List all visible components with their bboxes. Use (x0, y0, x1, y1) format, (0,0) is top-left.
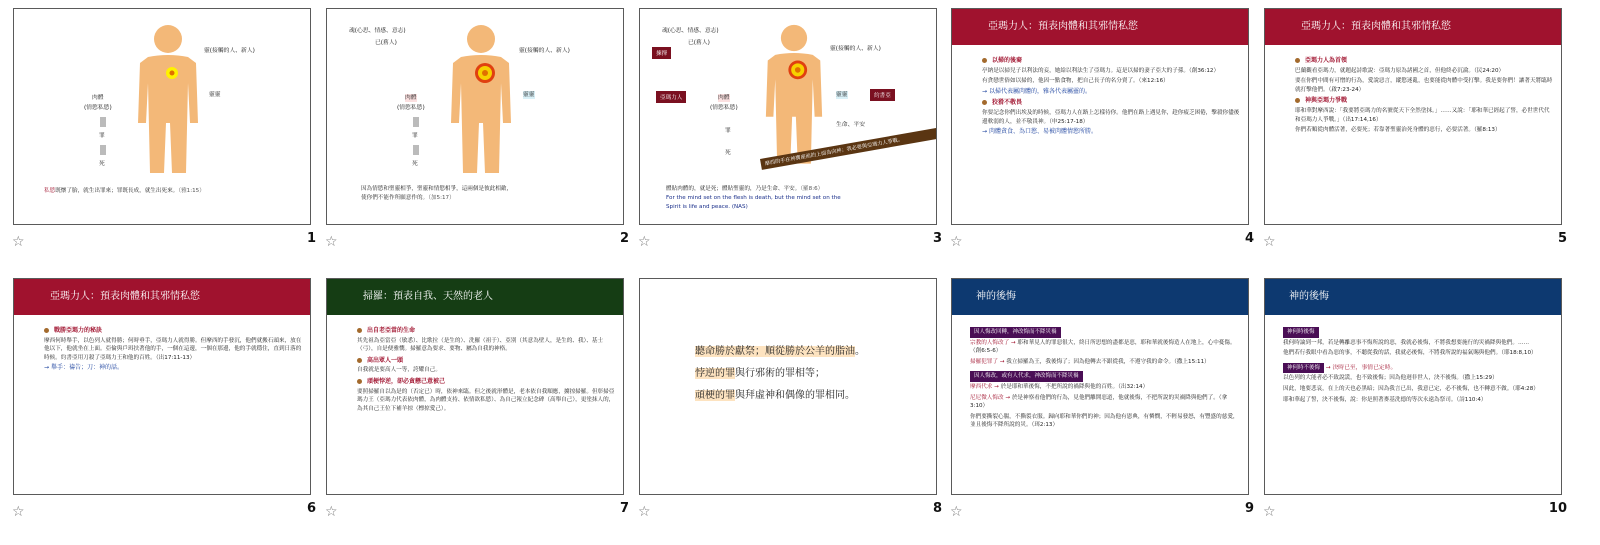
slide-thumbnail-2[interactable] (325, 0, 637, 265)
spirit-label: 靈靈 (836, 92, 848, 98)
death-label: 死 (725, 150, 731, 156)
soul-sub-label: 已(舊人) (688, 40, 710, 46)
human-figure (439, 23, 523, 183)
star-icon[interactable]: ☆ (325, 504, 338, 520)
slide-8[interactable] (639, 278, 937, 495)
scripture-text: 聽命勝於獻祭；順從勝於公羊的脂油。 悖逆的罪與行邪術的罪相等； 頑梗的罪與拜虛神和偶像的罪相同。 (695, 346, 865, 401)
slide-5[interactable] (1264, 8, 1562, 225)
sin-label: 罪 (412, 133, 418, 139)
slide-body: 亞瑪力人為首領 巴蘭觀看亞瑪力，就題起詩歌說：亞瑪力原為諸國之首，但他終必沉淪。（民24:20） 要在你們中間有可憎的行為，愛說惡言，縱慾迷亂，也要能從肉體中受打擊。我是要你們！讓著天將臨時就打擊他們。（啟7:23-24） 神與亞瑪力爭戰 耶和華對摩西說：「我要將亞瑪力的名號從天下全然塗抹。」……又說：「耶和華已經起了誓，必世世代代和亞瑪力人爭戰。」（出17:14,16） 你們若順從肉體活著，必要死；若靠著聖靈治死身體的惡行，必要活著。（羅8:13） (1295, 57, 1553, 134)
star-icon[interactable]: ☆ (1263, 504, 1276, 520)
flesh-label: 肉體 (405, 95, 417, 101)
star-icon[interactable]: ☆ (950, 504, 963, 520)
slide-number: 5 (1557, 231, 1567, 246)
flesh-sub-label: (情慾私慾) (397, 105, 425, 111)
slide-thumbnail-8[interactable] (638, 270, 950, 535)
slide-title: 亞瑪力人：預表肉體和其邪情私慾 (14, 279, 310, 315)
slide-number: 8 (932, 501, 942, 516)
sin-block-icon (413, 117, 419, 127)
slide-thumbnail-6[interactable] (12, 270, 324, 535)
star-icon[interactable]: ☆ (1263, 234, 1276, 250)
scripture-banner: 摩西的手在神寶座前的上面為向神；我必要與亞瑪力人爭戰。 (760, 126, 937, 169)
slide-number: 7 (619, 501, 629, 516)
flesh-label: 肉體 (718, 95, 730, 101)
death-label: 死 (412, 161, 418, 167)
slide-caption: 因為情慾和聖靈相爭，聖靈和情慾相爭，這兩個是彼此相敵， 使你們不能作所願意作的。（加5:17） (361, 186, 513, 201)
slide-9[interactable] (951, 278, 1249, 495)
slide-2[interactable] (326, 8, 624, 225)
slide-body: 出自老亞當的生命 其先祖為亞當亞（敏悉）、比歌拉（是生的）、洗羅（祖于）、亞別（其意為壁人，是生的、我）、基士（弓），自是便雅憫。掃羅意為要求、要物、屬為自我的神格。 高出眾人一頭 自我就是要高人一等，誇耀自己。 頑梗悖逆，卻必貪戀己意被己 要照掃羅自以為是的（否定已）時，依神來臨。但之後就形體是，老本依自我順應，擄掠掃羅。但彰掃亞瑪力王（亞瑪力代表依肉體，為肉體支持、依情欲私慾）、為自己報立紀念碑（高舉自己），更塗抹人的，為其自己王位下補羊掠（標掠愛己）。 (357, 327, 615, 412)
sin-block-icon (100, 117, 106, 127)
sin-label: 罪 (725, 128, 731, 134)
star-icon[interactable]: ☆ (12, 234, 25, 250)
amalek-tag: 亞瑪力人 (656, 91, 686, 103)
slide-number: 6 (306, 501, 316, 516)
soul-sub-label: 已(舊人) (375, 40, 397, 46)
slide-title: 神的後悔 (1265, 279, 1561, 315)
slide-thumbnail-1[interactable] (12, 0, 324, 265)
slide-thumbnail-5[interactable] (1263, 0, 1575, 265)
soul-label: 魂(心思、情感、意志) (349, 28, 406, 34)
slide-4[interactable] (951, 8, 1249, 225)
slide-number: 3 (932, 231, 942, 246)
slide-thumbnail-9[interactable] (950, 270, 1262, 535)
spirit-man-label: 靈(接觸的人、新人) (519, 48, 570, 54)
slide-10[interactable] (1264, 278, 1562, 495)
flesh-label: 肉體 (92, 95, 104, 101)
slide-thumbnail-10[interactable] (1263, 270, 1575, 535)
slide-title: 掃羅：預表自我、天然的老人 (327, 279, 623, 315)
spirit-label: 靈靈 (209, 92, 221, 98)
star-icon[interactable]: ☆ (638, 234, 651, 250)
death-block-icon (413, 145, 419, 155)
slide-body: 神何時後悔 我何時論到一邦，若是轉離惡事不悔所說的惡，我就必後悔，不將我想要施行的災禍降與他們。…… 他們若行我眼中看為惡的事，不聽從我的話，我就必後悔，不將我所說的福氣賜與他們。（耶18:8,10） 神何時不後悔 → 決時已至，事情已定時。 以色列的大能者必不致說謊，也不致後悔；因為他迥非世人，決不後悔。（撒上15:29） 因此，地要悲哀，在上的天也必黑暗；因為我言已出，我意已定，必不後悔，也不轉意不做。（耶4:28） 耶和華起了誓，決不後悔，說：你是照著麥基洗德的等次永遠為祭司。（詩110:4） (1283, 329, 1539, 403)
slide-body: 因人悔改回轉，神改悔而不降災禍 宗教的人悔改了 → 耶和華見人的罪惡很大，終日所思想的盡都是惡，耶和華就後悔造人在地上，心中憂傷。（創6:5-6） 掃羅犯罪了 → 我立掃羅為王，我後悔了；因為他轉去不跟從我，不遵守我的命令。（撒上15:11） 因人悔改，或有人代求，神改悔而不降災禍 摩西代求 → 於是耶和華後悔，不把所說的禍降與他的百姓。（出32:14） 尼尼微人悔改 → 於是神察看他們的行為，見他們離開惡道，他就後悔，不把所說的災禍降與他們了。（拿3:10） 你們要撕裂心腸，不撕裂衣服。歸向耶和華你們的神；因為他有恩典，有憐憫，不輕易發怒，有豐盛的慈愛，並且後悔不降所說的災。（珥2:13） (970, 329, 1239, 429)
slide-number: 2 (619, 231, 629, 246)
flesh-sub-label: (情慾私慾) (84, 105, 112, 111)
death-label: 死 (99, 161, 105, 167)
slide-body: 戰勝亞瑪力的秘訣 摩西何時舉手，以色列人就得勝；何時垂手，亞瑪力人就得勝。但摩西的手發沉，他們就搬石頭來，放在他以下，他就坐在上面。亞倫與戶珥扶著他的手，一個在這邊，一個在那邊，他的手就穩住，直到日落的時候。約書亞用刀殺了亞瑪力王和他的百姓。（出17:11-13） → 舉手：禱告；刀：神的話。 (44, 327, 302, 372)
slide-number: 10 (1548, 501, 1567, 516)
slide-1[interactable] (13, 8, 311, 225)
star-icon[interactable]: ☆ (325, 234, 338, 250)
sin-label: 罪 (99, 133, 105, 139)
star-icon[interactable]: ☆ (950, 234, 963, 250)
life-label: 生命、平安 (836, 122, 865, 128)
slide-number: 9 (1244, 501, 1254, 516)
joshua-tag: 約書亞 (870, 89, 895, 101)
spirit-label: 靈靈 (523, 92, 535, 98)
spirit-man-label: 靈(接觸的人、新人) (204, 48, 255, 54)
soul-label: 魂(心思、情感、意志) (662, 28, 719, 34)
slide-body: 以掃的後裔 亭納是以掃兒子以利法的妾，她給以利法生了亞瑪力。這是以掃的妻子亞大的子孫。（創36:12） 有貪戀世俗如以掃的，他因一點食物，把自己長子的名分賣了。（來12:16） → 以掃代表屬肉體的，雅各代表屬靈的。 狡猾不敬畏 你要記念你們出埃及的時候，亞瑪力人在路上怎樣待你。他們在路上遇見你，趁你疲乏困倦，擊殺你儘後邊軟弱的人，並不敬畏神。（申25:17-18） → 肉體貪食、為口慾、易被肉體情慾所勝。 (982, 57, 1240, 136)
slide-title: 亞瑪力人：預表肉體和其邪情私慾 (952, 9, 1248, 45)
slide-7[interactable] (326, 278, 624, 495)
slide-thumbnail-3[interactable] (638, 0, 950, 265)
star-icon[interactable]: ☆ (12, 504, 25, 520)
slide-title: 亞瑪力人：預表肉體和其邪情私慾 (1265, 9, 1561, 45)
slide-thumbnail-4[interactable] (950, 0, 1262, 265)
slide-6[interactable] (13, 278, 311, 495)
star-icon[interactable]: ☆ (638, 504, 651, 520)
choose-tag: 揀擇 (652, 47, 671, 59)
spirit-man-label: 靈(接觸的人、新人) (830, 46, 881, 52)
slide-caption: 私慾既懷了胎，就生出罪來；罪既長成，就生出死來。（雅1:15） (44, 188, 205, 194)
slide-number: 1 (306, 231, 316, 246)
death-block-icon (100, 145, 106, 155)
flesh-sub-label: (情慾私慾) (710, 105, 738, 111)
slide-3[interactable] (639, 8, 937, 225)
slide-thumbnail-7[interactable] (325, 270, 637, 535)
slide-caption: 體貼肉體的，就是死；體貼聖靈的，乃是生命、平安。（羅8:6） For the mind set on the flesh is death, but the mind set on the Spirit is life and peace. (NAS) (666, 186, 841, 210)
slide-title: 神的後悔 (952, 279, 1248, 315)
human-figure (126, 23, 210, 183)
slide-number: 4 (1244, 231, 1254, 246)
